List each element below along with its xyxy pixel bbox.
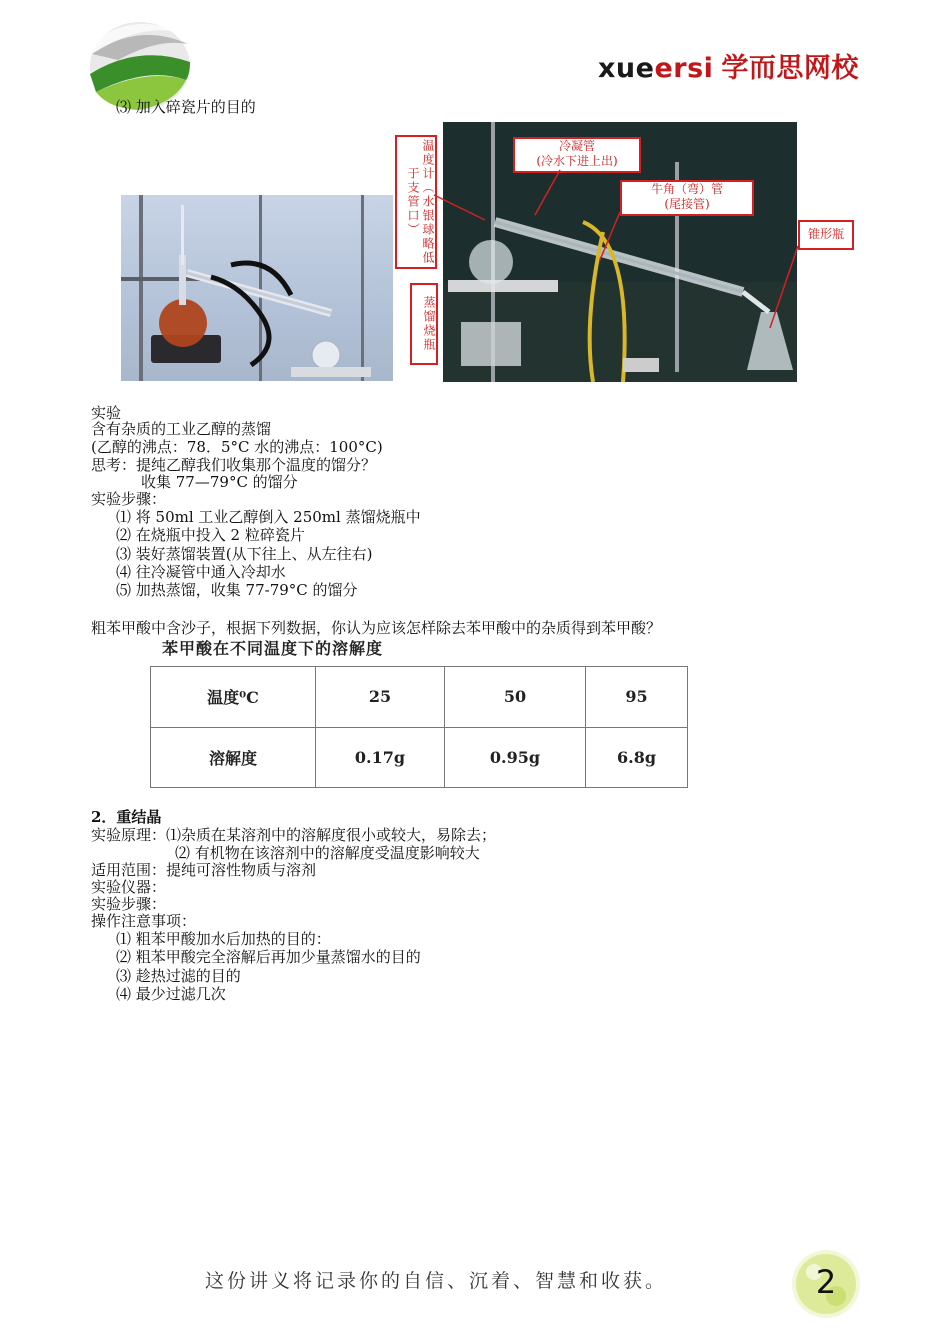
- table-caption: 苯甲酸在不同温度下的溶解度: [162, 639, 384, 658]
- table-cell: 25: [316, 667, 445, 728]
- experiment-step: ⑸ 加热蒸馏，收集 77-79°C 的馏分: [116, 581, 358, 599]
- brand-latin-2: ersi: [654, 53, 714, 84]
- experiment-step: ⑷ 往冷凝管中通入冷却水: [116, 563, 286, 581]
- table-cell: 温度⁰C: [151, 667, 316, 728]
- page-number: 2: [815, 1263, 837, 1301]
- label-condenser-title: 冷凝管: [558, 139, 595, 153]
- note-item: ⑴ 粗苯甲酸加水后加热的目的：: [116, 930, 331, 948]
- label-pointer-lines: [430, 150, 850, 350]
- table-row: [151, 727, 688, 788]
- table-cell: 95: [586, 667, 688, 728]
- note-item: ⑶ 趁热过滤的目的: [116, 967, 241, 985]
- distillation-photo-left: [121, 195, 393, 381]
- experiment-boiling-points: (乙醇的沸点：78．5°C 水的沸点：100°C): [91, 438, 383, 456]
- experiment-steps-title: 实验步骤：: [91, 490, 167, 508]
- table-cell: 0.17g: [316, 727, 445, 788]
- footer-slogan: 这份讲义将记录你的自信、沉着、智慧和收获。: [205, 1270, 668, 1292]
- label-adapter-title: 牛角（弯）管: [650, 182, 723, 196]
- experiment-step: ⑶ 装好蒸馏装置(从下往上、从左往右): [116, 545, 373, 563]
- brand-logo-text: [598, 46, 859, 85]
- notes-title: 操作注意事项：: [91, 912, 197, 930]
- principle-1: 实验原理：⑴杂质在某溶剂中的溶解度很小或较大，易除去；: [91, 826, 497, 844]
- label-distill-flask: 蒸馏烧瓶: [410, 283, 438, 365]
- experiment-title: 实验: [91, 404, 122, 422]
- label-adapter-note: (尾接管): [664, 197, 710, 211]
- label-thermometer: 温度计（水银球略低于支管口）: [395, 135, 437, 269]
- note-item: ⑵ 粗苯甲酸完全溶解后再加少量蒸馏水的目的: [116, 948, 421, 966]
- brand-chinese: 学而思网校: [721, 53, 859, 84]
- table-cell: 6.8g: [586, 727, 688, 788]
- brand-latin-1: xue: [598, 53, 655, 84]
- question-text: 粗苯甲酸中含沙子，根据下列数据，你认为应该怎样除去苯甲酸中的杂质得到苯甲酸？: [91, 619, 662, 637]
- table-cell: 0.95g: [445, 727, 586, 788]
- experiment-think: 思考：提纯乙醇我们收集那个温度的馏分？: [91, 456, 377, 474]
- steps: 实验步骤：: [91, 895, 167, 913]
- top-note: ⑶ 加入碎瓷片的目的: [116, 98, 256, 116]
- experiment-step: ⑴ 将 50ml 工业乙醇倒入 250ml 蒸馏烧瓶中: [116, 508, 421, 526]
- label-condenser-note: (冷水下进上出): [536, 154, 618, 168]
- principle-2: ⑵ 有机物在该溶剂中的溶解度受温度影响较大: [175, 844, 480, 862]
- experiment-answer: 收集 77—79°C 的馏分: [141, 473, 298, 491]
- table-cell: 溶解度: [151, 727, 316, 788]
- table-cell: 50: [445, 667, 586, 728]
- scope: 适用范围：提纯可溶性物质与溶剂: [91, 861, 317, 879]
- apparatus-drawing: [121, 195, 393, 381]
- table-row: [151, 667, 688, 728]
- experiment-step: ⑵ 在烧瓶中投入 2 粒碎瓷片: [116, 526, 305, 544]
- experiment-subject: 含有杂质的工业乙醇的蒸馏: [91, 420, 272, 438]
- solubility-table: [150, 666, 688, 788]
- note-item: ⑷ 最少过滤几次: [116, 985, 226, 1003]
- instruments: 实验仪器：: [91, 878, 167, 896]
- label-conical-flask: 锥形瓶: [798, 220, 854, 250]
- section-title: 2．重结晶: [91, 808, 162, 826]
